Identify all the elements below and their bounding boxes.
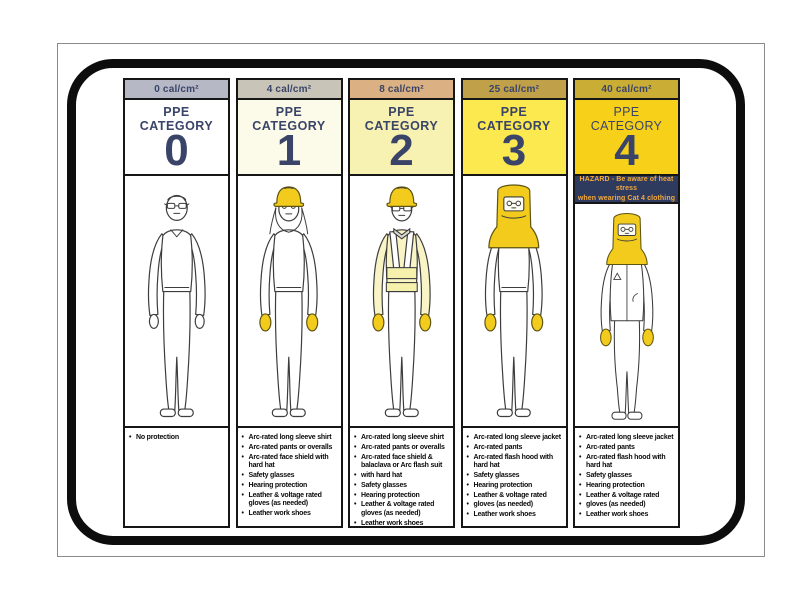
ppe-item: • gloves (as needed) <box>579 501 677 510</box>
hazard-line-2: when wearing Cat 4 clothing <box>577 194 676 202</box>
ppe-items-list <box>238 426 341 526</box>
ppe-category-header <box>125 100 228 176</box>
ppe-item: • Safety glasses <box>242 472 340 481</box>
ppe-item: • Arc-rated pants <box>467 444 565 453</box>
ppe-category-header <box>238 100 341 176</box>
ppe-item: • Arc-rated flash hood with hard hat <box>579 454 677 472</box>
ppe-item: • Arc-rated flash hood with hard hat <box>467 454 565 472</box>
ppe-category-column-1 <box>236 78 343 528</box>
hazard-line-1: HAZARD - Be aware of heat stress <box>579 176 674 193</box>
ppe-items-list <box>350 426 453 526</box>
ppe-item: • Leather work shoes <box>579 511 677 520</box>
ppe-item: • Arc-rated pants or overalls <box>242 444 340 453</box>
ppe-category-header <box>350 100 453 176</box>
ppe-items-list <box>463 426 566 526</box>
ppe-item: • Hearing protection <box>242 482 340 491</box>
ppe-item: • Arc-rated long sleeve jacket <box>579 434 677 443</box>
ppe-item: • Leather & voltage rated gloves (as needed) <box>242 492 340 510</box>
ppe-category-header <box>463 100 566 176</box>
ppe-item: • Arc-rated long sleeve jacket <box>467 434 565 443</box>
ppe-item: • gloves (as needed) <box>467 501 565 510</box>
ppe-item: • Leather work shoes <box>467 511 565 520</box>
category-label: CATEGORY <box>477 119 551 133</box>
ppe-category-column-4 <box>573 78 680 528</box>
ppe-item: • Arc-rated long sleeve shirt <box>242 434 340 443</box>
ppe-item: • Safety glasses <box>579 472 677 481</box>
ppe-item: • Leather & voltage rated gloves (as needed) <box>354 501 452 519</box>
ppe-label: PPE <box>613 105 640 119</box>
figure-area <box>238 176 341 426</box>
heat-stress-hazard-note <box>575 176 678 204</box>
person-hardhat-faceshield-gloves-icon <box>239 182 339 421</box>
ppe-item: • Leather work shoes <box>242 510 340 519</box>
category-number: 2 <box>389 126 414 175</box>
ppe-item: • Arc-rated face shield with hard hat <box>242 454 340 472</box>
incident-energy-rating: 25 cal/cm² <box>463 80 566 100</box>
ppe-category-column-3 <box>461 78 568 528</box>
ppe-item: • Leather & voltage rated <box>579 492 677 501</box>
ppe-item: • No protection <box>129 434 227 443</box>
ppe-item: • Safety glasses <box>467 472 565 481</box>
ppe-item: • Leather work shoes <box>354 520 452 529</box>
ppe-label: PPE <box>275 105 303 119</box>
ppe-item: • Arc-rated pants <box>579 444 677 453</box>
incident-energy-rating: 40 cal/cm² <box>575 80 678 100</box>
ppe-category-column-0 <box>123 78 230 528</box>
figure-area <box>575 204 678 426</box>
ppe-item: • with hard hat <box>354 472 452 481</box>
ppe-category-chart <box>123 78 680 528</box>
person-flash-hood-gloves-icon <box>464 182 564 421</box>
person-no-protection-icon <box>127 182 227 421</box>
ppe-item: • Hearing protection <box>579 482 677 491</box>
ppe-items-list <box>125 426 228 526</box>
figure-area <box>350 176 453 426</box>
category-label: CATEGORY <box>364 119 439 133</box>
ppe-items-list <box>575 426 678 526</box>
person-full-flash-suit-icon <box>583 210 671 421</box>
category-label: CATEGORY <box>252 119 326 133</box>
ppe-item: • Safety glasses <box>354 482 452 491</box>
ppe-label: PPE <box>163 105 190 119</box>
ppe-item: • Leather & voltage rated <box>467 492 565 501</box>
ppe-item: • Arc-rated pants or overalls <box>354 444 452 453</box>
ppe-category-header <box>575 100 678 176</box>
incident-energy-rating: 4 cal/cm² <box>238 80 341 100</box>
category-number: 4 <box>614 126 639 175</box>
category-number: 3 <box>501 126 527 175</box>
ppe-category-column-2 <box>348 78 455 528</box>
category-label: CATEGORY <box>139 119 214 133</box>
ppe-item: • Arc-rated long sleeve shirt <box>354 434 452 443</box>
category-label: CATEGORY <box>590 119 663 133</box>
ppe-item: • Hearing protection <box>354 492 452 501</box>
category-number: 1 <box>276 126 302 175</box>
incident-energy-rating: 8 cal/cm² <box>350 80 453 100</box>
person-hardhat-vest-gloves-icon <box>352 182 452 421</box>
figure-area <box>125 176 228 426</box>
figure-area <box>463 176 566 426</box>
ppe-label: PPE <box>500 105 528 119</box>
category-number: 0 <box>164 126 189 175</box>
ppe-item: • Arc-rated face shield & balaclava or Arc flash suit <box>354 454 452 472</box>
ppe-label: PPE <box>388 105 415 119</box>
ppe-item: • Hearing protection <box>467 482 565 491</box>
incident-energy-rating: 0 cal/cm² <box>125 80 228 100</box>
